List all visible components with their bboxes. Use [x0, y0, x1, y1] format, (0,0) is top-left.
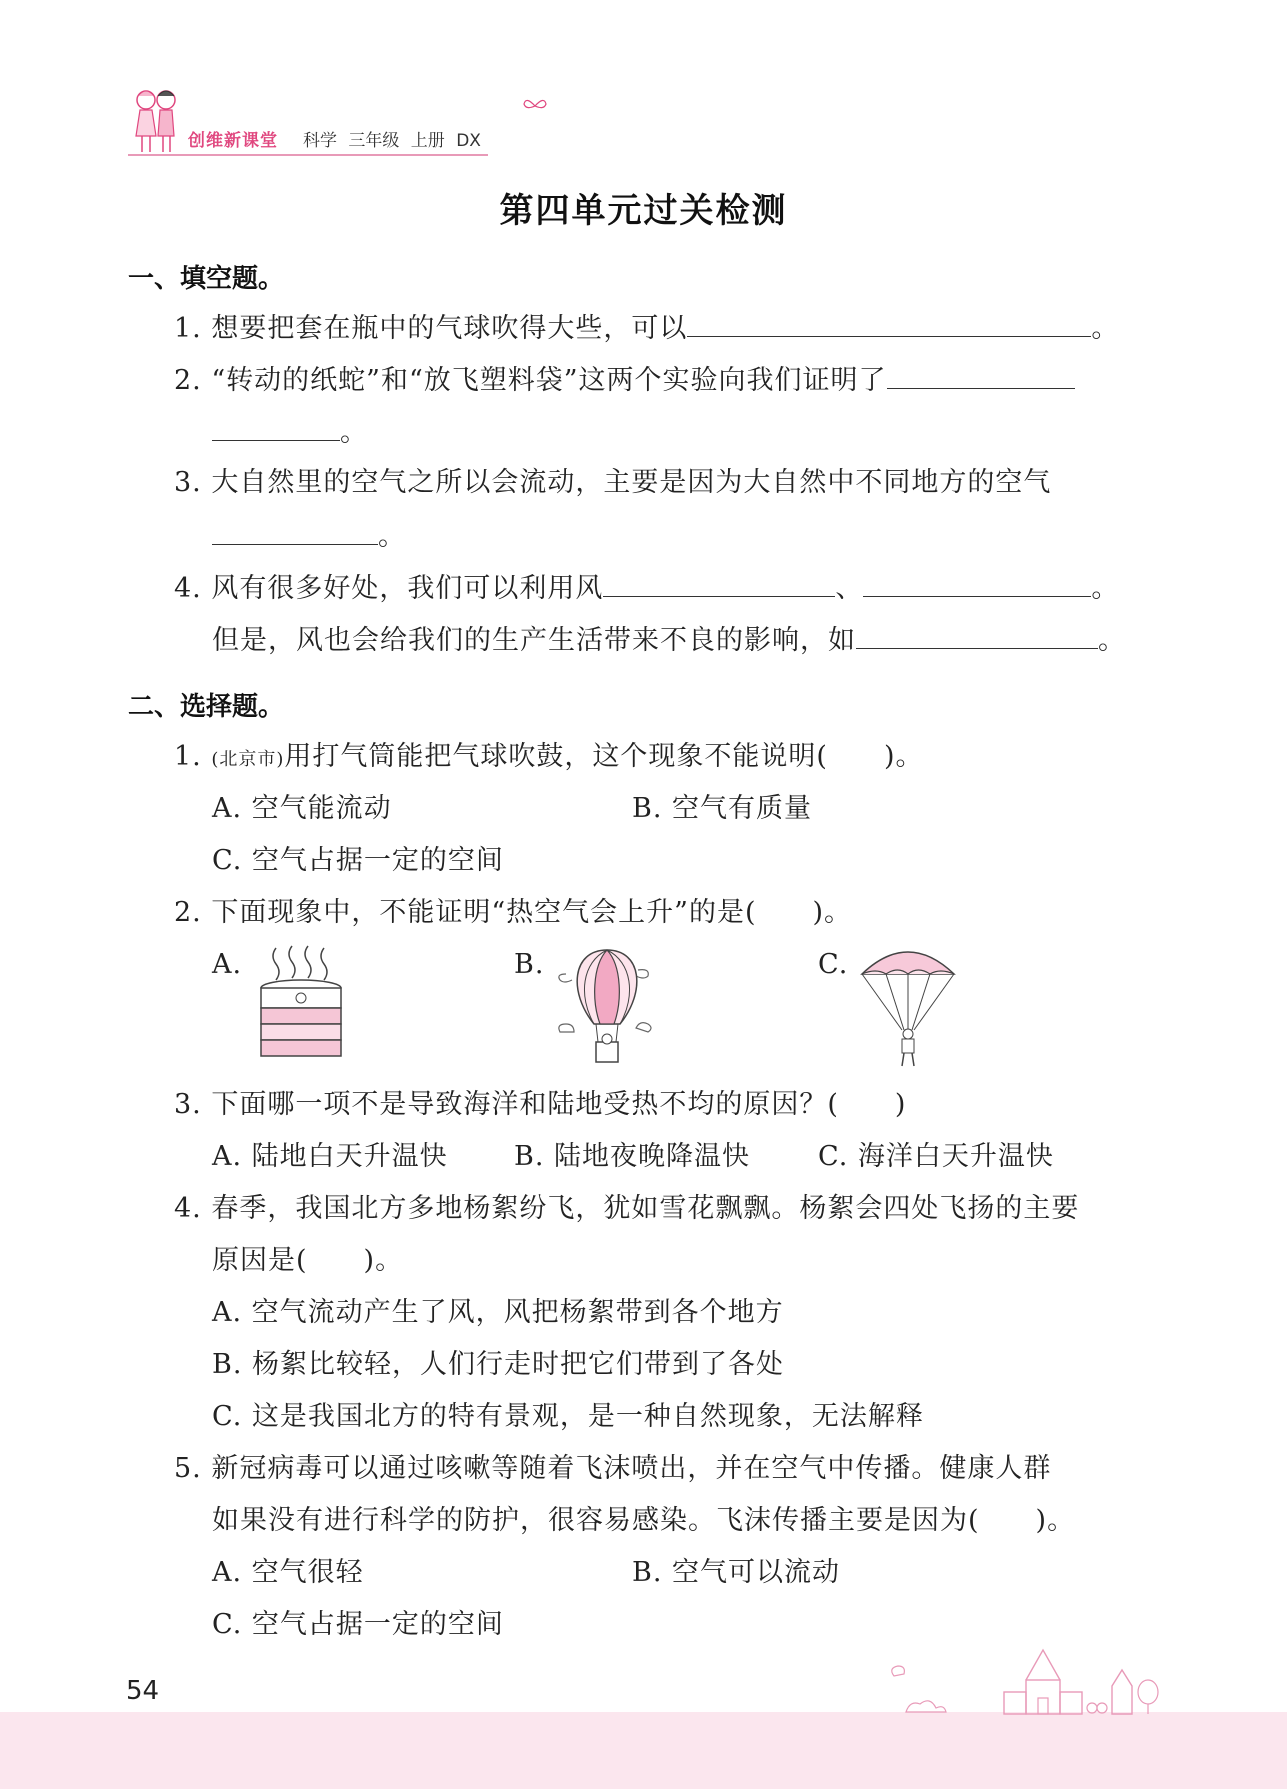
- punctuation: 。: [378, 521, 406, 552]
- choice-question-5: 5. 新冠病毒可以通过咳嗽等随着飞沫喷出，并在空气中传播。健康人群: [174, 1453, 1052, 1484]
- separator: 、: [835, 573, 864, 604]
- choice-question-1: [174, 740, 923, 777]
- fill-question-1: [174, 310, 1119, 346]
- option-c[interactable]: C. 空气占据一定的空间: [212, 1609, 504, 1640]
- answer-blank[interactable]: [212, 518, 378, 545]
- section-heading-choice: 二、选择题。: [128, 692, 285, 722]
- steamer-icon: [256, 944, 346, 1060]
- answer-blank[interactable]: [687, 310, 1091, 337]
- question-text: 4. 风有很多好处，我们可以利用风: [174, 573, 604, 604]
- question-text: 3. 大自然里的空气之所以会流动，主要是因为大自然中不同地方的空气: [174, 467, 1052, 498]
- section-heading-fill-blank: 一、填空题。: [128, 264, 285, 294]
- option-c[interactable]: C.: [818, 949, 849, 980]
- option-a[interactable]: A. 空气能流动: [212, 793, 392, 824]
- option-a[interactable]: A. 空气流动产生了风，风把杨絮带到各个地方: [212, 1297, 784, 1328]
- header-divider: [128, 154, 488, 156]
- source-tag: (北京市): [211, 749, 285, 770]
- option-c[interactable]: C. 这是我国北方的特有景观，是一种自然现象，无法解释: [212, 1401, 924, 1432]
- option-c[interactable]: C. 空气占据一定的空间: [212, 845, 504, 876]
- fill-question-2: [174, 362, 1075, 398]
- answer-blank[interactable]: [863, 570, 1091, 597]
- option-b[interactable]: B. 空气可以流动: [632, 1557, 841, 1588]
- children-logo-icon: [128, 86, 188, 156]
- fill-question-4: [174, 570, 1119, 606]
- punctuation: 。: [1098, 625, 1126, 656]
- page-title: 第四单元过关检测: [499, 191, 788, 231]
- choice-question-2: 2. 下面现象中，不能证明“热空气会上升”的是( )。: [174, 897, 853, 928]
- fill-question-3: [174, 466, 1051, 500]
- subject-grade: 科学 三年级 上册 DX: [303, 131, 481, 151]
- question-text: 但是，风也会给我们的生产生活带来不良的影响，如: [212, 625, 856, 656]
- question-text: 用打气筒能把气球吹鼓，这个现象不能说明( )。: [284, 741, 924, 772]
- option-b[interactable]: B. 空气有质量: [632, 793, 813, 824]
- punctuation: 。: [1091, 573, 1120, 604]
- option-a[interactable]: A. 陆地白天升温快: [212, 1141, 448, 1172]
- answer-blank[interactable]: [603, 570, 835, 597]
- fill-question-2-continued: [212, 414, 368, 450]
- punctuation: 。: [1091, 313, 1120, 344]
- fill-question-4-line2: [212, 622, 1126, 658]
- option-b[interactable]: B. 陆地夜晚降温快: [514, 1141, 751, 1172]
- option-b[interactable]: B. 杨絮比较轻，人们行走时把它们带到了各处: [212, 1349, 785, 1380]
- option-a[interactable]: A.: [212, 949, 243, 980]
- page-number: 54: [126, 1676, 160, 1706]
- choice-question-5-line2: 如果没有进行科学的防护，很容易感染。飞沫传播主要是因为( )。: [212, 1505, 1076, 1536]
- punctuation: 。: [340, 417, 368, 448]
- butterfly-icon: [522, 96, 548, 116]
- castle-decoration-icon: [886, 1646, 1166, 1718]
- choice-question-4: 4. 春季，我国北方多地杨絮纷飞，犹如雪花飘飘。杨絮会四处飞扬的主要: [174, 1193, 1080, 1224]
- fill-question-3-continued: [212, 518, 406, 554]
- question-number: 1.: [174, 741, 202, 772]
- answer-blank[interactable]: [212, 414, 340, 441]
- answer-blank[interactable]: [856, 622, 1098, 649]
- question-text: 2. “转动的纸蛇”和“放飞塑料袋”这两个实验向我们证明了: [174, 365, 887, 396]
- brand-name: 创维新课堂: [188, 131, 278, 151]
- answer-blank[interactable]: [887, 362, 1075, 389]
- choice-question-3: 3. 下面哪一项不是导致海洋和陆地受热不均的原因？( ): [174, 1089, 907, 1120]
- option-a[interactable]: A. 空气很轻: [212, 1557, 364, 1588]
- option-b[interactable]: B.: [514, 949, 545, 980]
- choice-question-4-line2: 原因是( )。: [212, 1245, 404, 1276]
- option-c[interactable]: C. 海洋白天升温快: [818, 1141, 1054, 1172]
- footer-band: [0, 1712, 1287, 1789]
- question-text: 1. 想要把套在瓶中的气球吹得大些，可以: [174, 313, 688, 344]
- hot-air-balloon-icon: [556, 946, 658, 1070]
- parachute-icon: [858, 944, 958, 1070]
